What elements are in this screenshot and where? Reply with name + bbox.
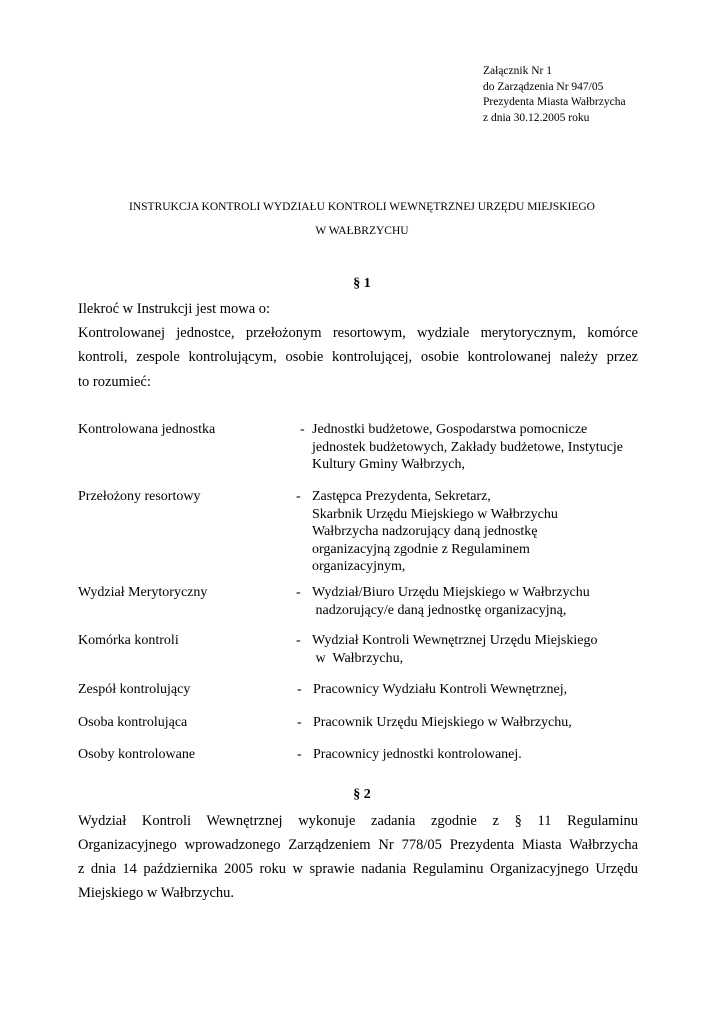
section-2-body-line: Organizacyjnego wprowadzonego Zarządzeniem Nr 778/05 Prezydenta Miasta Wałbrzycha: [78, 837, 638, 853]
definition-term: Komórka kontroli: [78, 633, 179, 648]
section-2-body-line: z dnia 14 października 2005 roku w sprawie nadania Regulaminu Organizacyjnego Urzędu: [78, 861, 638, 877]
section-2-heading: § 2: [353, 787, 371, 802]
definition-line: nadzorujący/e daną jednostkę organizacyjną,: [312, 602, 567, 618]
annex-line: do Zarządzenia Nr 947/05: [483, 80, 604, 93]
definition-desc: [312, 488, 558, 576]
definition-term: Zespół kontrolujący: [78, 682, 191, 697]
annex-header: [483, 64, 626, 126]
definition-term: Kontrolowana jednostka: [78, 422, 216, 437]
section-1-body-line: kontroli, zespole kontrolującym, osobie kontrolującej, osobie kontrolowanej należy przez: [78, 349, 638, 365]
definition-line: Zastępca Prezydenta, Sekretarz,: [312, 489, 491, 504]
definition-dash: -: [297, 682, 302, 697]
definition-line: Pracownicy Wydziału Kontroli Wewnętrznej,: [313, 682, 568, 697]
definition-term: Osoba kontrolująca: [78, 715, 188, 730]
definition-line: Wałbrzycha nadzorujący daną jednostkę: [312, 524, 538, 539]
section-2-body-line: Miejskiego w Wałbrzychu.: [78, 885, 235, 901]
section-1-intro: Ilekroć w Instrukcji jest mowa o:: [78, 301, 271, 317]
title-line: W WAŁBRZYCHU: [315, 225, 409, 237]
definition-line: organizacyjną zgodnie z Regulaminem: [312, 541, 530, 557]
definition-line: organizacyjnym,: [312, 559, 406, 574]
document-title: [0, 195, 724, 243]
definition-desc: [312, 421, 623, 474]
definition-desc: [313, 714, 572, 732]
definition-desc: [313, 681, 567, 699]
annex-line: Załącznik Nr 1: [483, 65, 552, 77]
annex-line: Prezydenta Miasta Wałbrzycha: [483, 96, 626, 108]
definition-dash: -: [300, 422, 305, 437]
definition-line: Pracownik Urzędu Miejskiego w Wałbrzychu,: [313, 715, 572, 730]
definition-line: Kultury Gminy Wałbrzych,: [312, 457, 465, 472]
section-1-body-line: to rozumieć:: [78, 374, 151, 390]
definition-line: Pracownicy jednostki kontrolowanej.: [313, 747, 522, 762]
definition-desc: [312, 584, 590, 619]
title-line: INSTRUKCJA KONTROLI WYDZIAŁU KONTROLI WEWNĘTRZNEJ URZĘDU MIEJSKIEGO: [129, 201, 595, 213]
definition-line: Wydział/Biuro Urzędu Miejskiego w Wałbrzychu: [312, 585, 590, 600]
definition-line: Wydział Kontroli Wewnętrznej Urzędu Miejskiego: [312, 633, 598, 648]
definition-line: Skarbnik Urzędu Miejskiego w Wałbrzychu: [312, 506, 558, 522]
definition-desc: [313, 746, 522, 764]
section-1-heading: § 1: [353, 276, 371, 291]
definition-desc: [312, 632, 597, 667]
definition-dash: -: [297, 715, 302, 730]
definition-dash: -: [296, 489, 301, 504]
definition-term: Osoby kontrolowane: [78, 747, 196, 762]
section-1-body-line: Kontrolowanej jednostce, przełożonym resortowym, wydziale merytorycznym, komórce: [78, 325, 638, 341]
definition-term: Wydział Merytoryczny: [78, 585, 208, 600]
section-2-body-line: Wydział Kontroli Wewnętrznej wykonuje zadania zgodnie z § 11 Regulaminu: [78, 813, 638, 829]
definition-line: jednostek budżetowych, Zakłady budżetowe, Instytucje: [312, 439, 624, 455]
definition-line: Jednostki budżetowe, Gospodarstwa pomocnicze: [312, 422, 588, 437]
definition-dash: -: [296, 585, 301, 600]
definition-line: w Wałbrzychu,: [312, 650, 404, 666]
definition-dash: -: [297, 747, 302, 762]
annex-line: z dnia 30.12.2005 roku: [483, 111, 590, 124]
definition-term: Przełożony resortowy: [78, 489, 201, 504]
definition-dash: -: [296, 633, 301, 648]
